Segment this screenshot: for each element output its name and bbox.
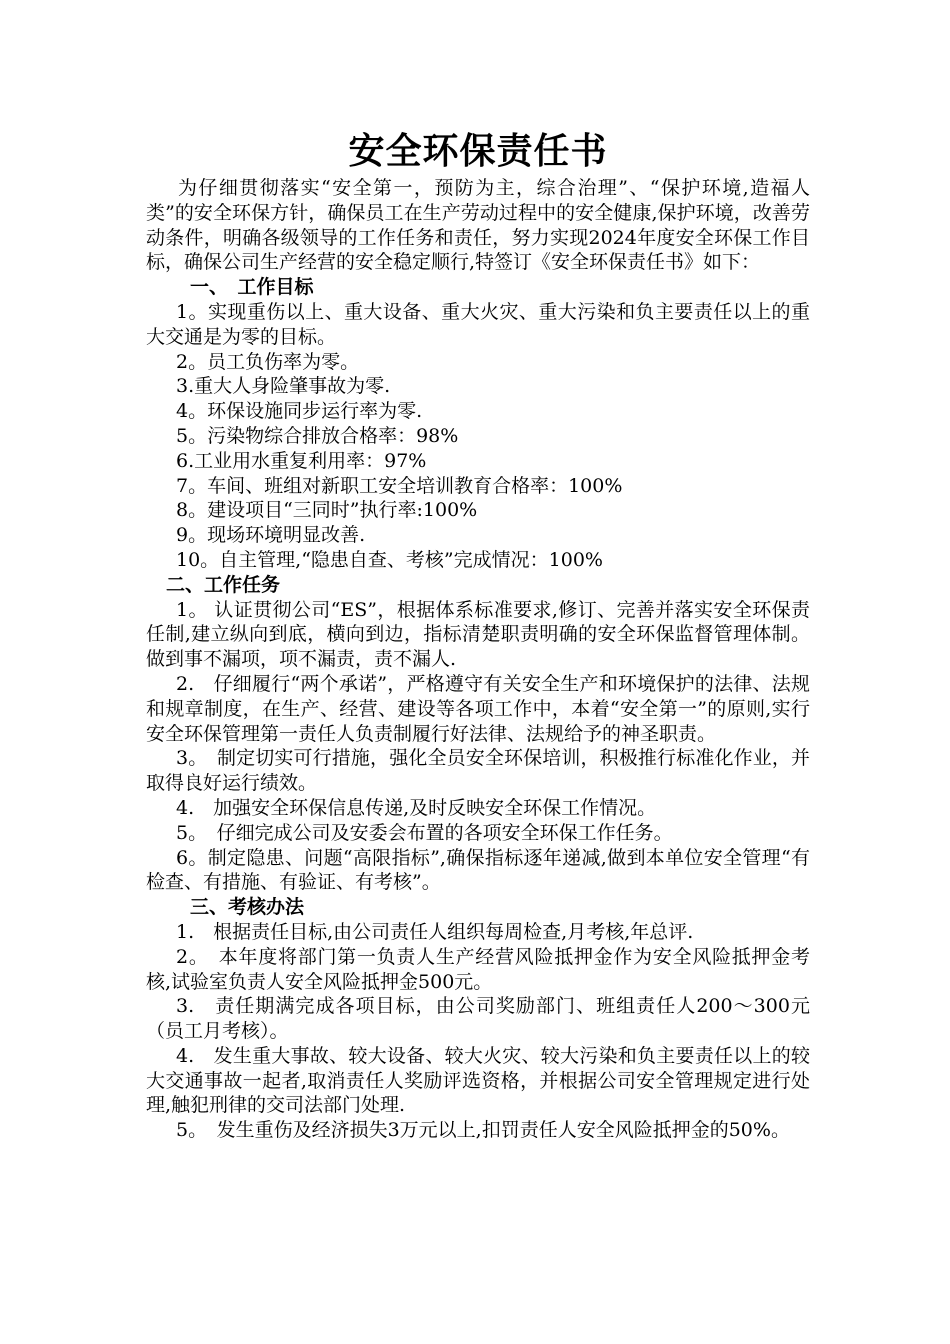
section-heading-goals: 一、 工作目标 — [190, 276, 314, 299]
assessment-list — [146, 920, 810, 1143]
assessment-item: 2。 本年度将部门第一负责人生产经营风险抵押金作为安全风险抵押金考核,试验室负责人安全风险抵押金500元。 — [146, 945, 810, 993]
task-item: 1。 认证贯彻公司“ES”，根据体系标准要求,修订、完善并落实安全环保责任制,建立纵向到底，横向到边，指标清楚职责明确的安全环保监督管理体制。做到事不漏项，项不漏责，责不漏人. — [146, 598, 810, 671]
assessment-item: 5。 发生重伤及经济损失3万元以上,扣罚责任人安全风险抵押金的50%。 — [176, 1119, 790, 1142]
goal-item: 2。员工负伤率为零。 — [176, 350, 360, 373]
goal-item: 10。自主管理,“隐患自查、考核”完成情况：100% — [176, 548, 603, 571]
document-page — [146, 128, 810, 1143]
task-item: 4. 加强安全环保信息传递,及时反映安全环保工作情况。 — [176, 796, 657, 819]
goal-item: 7。车间、班组对新职工安全培训教育合格率：100% — [176, 474, 623, 497]
assessment-item: 3. 责任期满完成各项目标，由公司奖励部门、班组责任人200～300元（员工月考核）。 — [146, 995, 810, 1043]
goal-item: 3.重大人身险肇事故为零. — [176, 375, 391, 398]
intro-paragraph: 为仔细贯彻落实“安全第一，预防为主，综合治理”、“保护环境,造福人类”的安全环保方针，确保员工在生产劳动过程中的安全健康,保护环境，改善劳动条件，明确各级领导的工作任务和责任，努力实现2024年度安全环保工作目标，确保公司生产经营的安全稳定顺行,特签订《安全环保责任书》如下： — [146, 177, 810, 274]
tasks-list — [146, 598, 810, 896]
assessment-item: 1. 根据责任目标,由公司责任人组织每周检查,月考核,年总评. — [176, 920, 694, 943]
task-item: 5。 仔细完成公司及安委会布置的各项安全环保工作任务。 — [176, 821, 673, 844]
goal-item: 1。实现重伤以上、重大设备、重大火灾、重大污染和负主要责任以上的重大交通是为零的目标。 — [146, 300, 810, 348]
goals-list — [146, 300, 810, 573]
goal-item: 5。污染物综合排放合格率：98% — [176, 424, 459, 447]
task-item: 6。制定隐患、问题“高限指标”,确保指标逐年递减,做到本单位安全管理“有检查、有措施、有验证、有考核”。 — [146, 846, 810, 894]
goal-item: 4。环保设施同步运行率为零. — [176, 400, 423, 423]
section-heading-assessment: 三、考核办法 — [190, 896, 305, 919]
task-item: 2. 仔细履行“两个承诺”，严格遵守有关安全生产和环境保护的法律、法规和规章制度，在生产、经营、建设等各项工作中，本着“安全第一”的原则,实行安全环保管理第一责任人负责制履行好法律、法规给予的神圣职责。 — [146, 672, 810, 745]
document-title: 安全环保责任书 — [348, 130, 608, 172]
task-item: 3。 制定切实可行措施，强化全员安全环保培训，积极推行标准化作业，并取得良好运行绩效。 — [146, 747, 810, 795]
assessment-item: 4. 发生重大事故、较大设备、较大火灾、较大污染和负主要责任以上的较大交通事故一起者,取消责任人奖励评选资格，并根据公司安全管理规定进行处理,触犯刑律的交司法部门处理. — [146, 1044, 810, 1117]
goal-item: 9。现场环境明显改善. — [176, 524, 366, 547]
goal-item: 8。建设项目“三同时”执行率:100% — [176, 499, 478, 522]
goal-item: 6.工业用水重复利用率：97% — [176, 449, 427, 472]
section-heading-tasks: 二、工作任务 — [166, 573, 281, 596]
